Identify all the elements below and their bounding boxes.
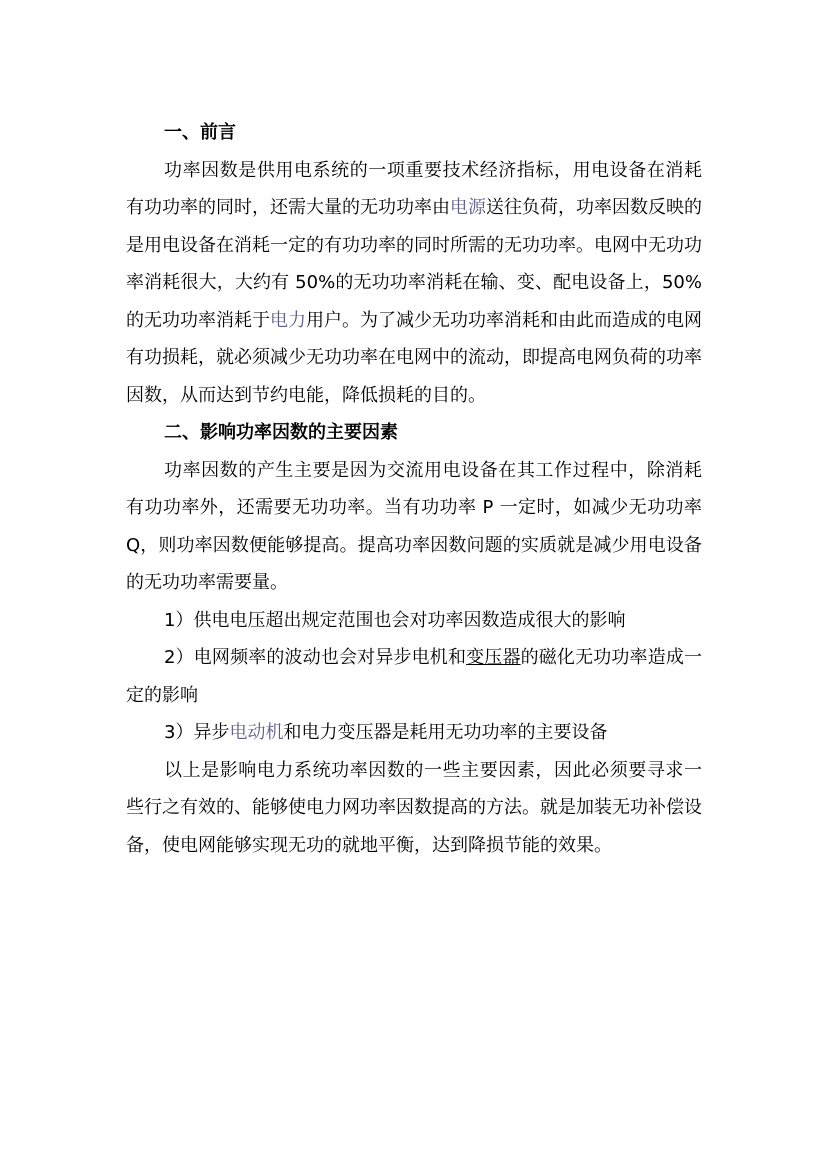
list-item-text: 和电力变压器是耗用无功功率的主要设备 [283, 722, 608, 743]
list-item-text: 3）异步 [164, 722, 230, 743]
document-page [126, 114, 702, 864]
link-motor[interactable]: 电动机 [229, 722, 284, 743]
section-heading-factors: 二、影响功率因数的主要因素 [164, 422, 398, 443]
section-heading-preface: 一、前言 [164, 122, 236, 143]
paragraph-preface [126, 152, 702, 415]
list-item [126, 639, 702, 714]
paragraph-text: 送往负荷，功率因数反映的是用电设备在消耗一定的有功功率的同时所需的无功功率。电网中无功功率消耗很大，大约有 50%的无功功率消耗在输、变、配电设备上，50%的无功功率消耗于 [126, 197, 702, 331]
list-item [126, 714, 702, 752]
list-item-text: 的磁化无功功率造成一定的影响 [126, 647, 703, 706]
list-item-text: 2）电网频率的波动也会对异步电机和 [164, 647, 467, 668]
link-electric-power[interactable]: 电力 [270, 309, 306, 331]
paragraph-factors-conclusion: 以上是影响电力系统功率因数的一些主要因素，因此必须要寻求一些行之有效的、能够使电力网功率因数提高的方法。就是加装无功补偿设备，使电网能够实现无功的就地平衡，达到降损节能的效果。 [126, 759, 702, 856]
paragraph-text: 功率因数是供用电系统的一项重要技术经济指标，用电设备在消耗有功功率的同时，还需大量的无功功率由 [126, 159, 702, 218]
paragraph-factors-intro: 功率因数的产生主要是因为交流用电设备在其工作过程中，除消耗有功功率外，还需要无功功率。当有功功率 P 一定时，如减少无功功率 Q，则功率因数便能够提高。提高功率因数问题的实质就是减少用电设备的无功功率需要量。 [126, 459, 702, 593]
paragraph-text: 用户。为了减少无功功率消耗和由此而造成的电网有功损耗，就必须减少无功功率在电网中的流动，即提高电网负荷的功率因数，从而达到节约电能，降低损耗的目的。 [126, 309, 702, 406]
list-item: 1）供电电压超出规定范围也会对功率因数造成很大的影响 [164, 609, 626, 631]
link-power-source[interactable]: 电源 [450, 197, 486, 218]
link-transformer[interactable]: 变压器 [466, 647, 521, 668]
